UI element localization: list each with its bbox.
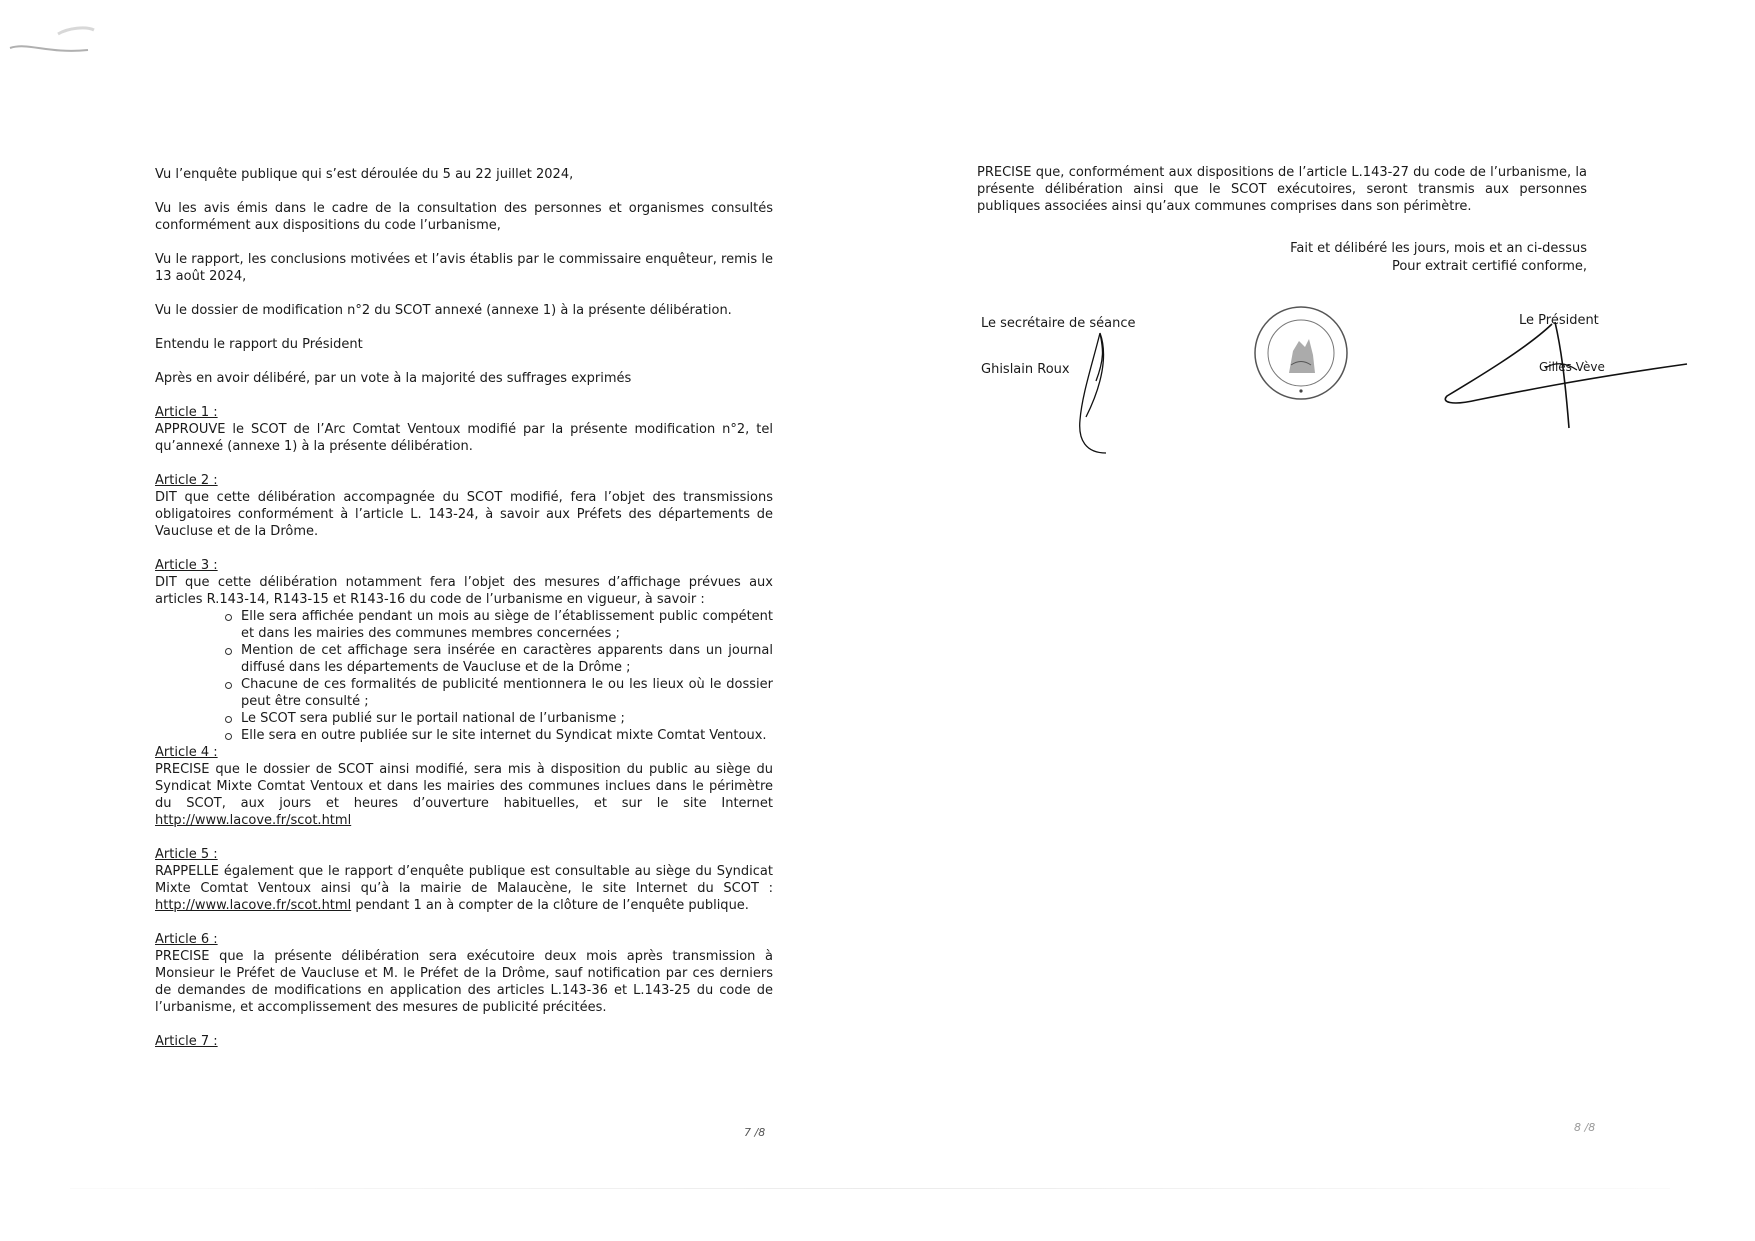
- secretary-signature: [1072, 325, 1132, 455]
- paragraph-avis: Vu les avis émis dans le cadre de la consultation des personnes et organismes consultés conformément aux dispositions du code l’urbanisme,: [155, 201, 773, 233]
- article-title: Article 1 :: [155, 405, 218, 420]
- president-signature: [1437, 318, 1697, 438]
- article-1: [155, 404, 773, 455]
- article-7: [155, 1033, 773, 1050]
- certified-line: Pour extrait certifié conforme,: [1391, 259, 1587, 274]
- article-text: [155, 761, 773, 829]
- article-5-text-after: pendant 1 an à compter de la clôture de l’enquête publique.: [355, 898, 749, 913]
- signed-line: Fait et délibéré les jours, mois et an ci-dessus: [1290, 241, 1587, 256]
- article-title: Article 7 :: [155, 1034, 218, 1049]
- article-3: [155, 557, 773, 744]
- scan-bottom-line: [70, 1188, 1670, 1189]
- paragraph-precise: PRECISE que, conformément aux dispositions de l’article L.143-27 du code de l’urbanisme, la présente délibération ainsi que le SCOT exécutoires, seront transmis aux personnes publiques associées ainsi qu’aux communes comprises dans son périmètre.: [977, 165, 1587, 214]
- article-5: [155, 846, 773, 914]
- scot-website-link[interactable]: http://www.lacove.fr/scot.html: [155, 813, 352, 828]
- article-6: [155, 931, 773, 1016]
- measures-list: [225, 608, 773, 744]
- president-label: Le Président: [1519, 313, 1599, 328]
- list-item: Chacune de ces formalités de publicité mentionnera le ou les lieux où le dossier peut être consulté ;: [225, 676, 773, 710]
- page-number: 7 /8: [744, 1126, 766, 1139]
- scot-website-link[interactable]: http://www.lacove.fr/scot.html: [155, 898, 352, 913]
- secretary-name: Ghislain Roux: [981, 362, 1070, 377]
- page-left: [0, 0, 877, 1241]
- article-title: Article 3 :: [155, 558, 218, 573]
- paragraph-dossier: Vu le dossier de modification n°2 du SCOT annexé (annexe 1) à la présente délibération.: [155, 303, 732, 318]
- paragraph-rapport: Vu le rapport, les conclusions motivées et l’avis établis par le commissaire enquêteur, remis le 13 août 2024,: [155, 252, 773, 284]
- paragraph-deliberation: Après en avoir délibéré, par un vote à la majorité des suffrages exprimés: [155, 371, 632, 386]
- article-4: [155, 744, 773, 829]
- list-item: Elle sera en outre publiée sur le site internet du Syndicat mixte Comtat Ventoux.: [225, 727, 773, 744]
- list-item: Le SCOT sera publié sur le portail national de l’urbanisme ;: [225, 710, 773, 727]
- secretary-label: Le secrétaire de séance: [981, 316, 1136, 331]
- seal-icon: [1251, 303, 1351, 403]
- article-title: Article 6 :: [155, 932, 218, 947]
- article-text: DIT que cette délibération accompagnée du SCOT modifié, fera l’objet des transmissions obligatoires conformément à l’article L. 143-24, à savoir aux Préfets des départements de Vaucluse et de la Drôme.: [155, 490, 773, 539]
- article-text: [155, 863, 773, 914]
- president-name: Gilles Vève: [1539, 360, 1605, 374]
- paragraph-enquete: Vu l’enquête publique qui s’est déroulée du 5 au 22 juillet 2024,: [155, 167, 574, 182]
- article-text: APPROUVE le SCOT de l’Arc Comtat Ventoux modifié par la présente modification n°2, tel qu’annexé (annexe 1) à la présente délibération.: [155, 422, 773, 454]
- signed-block: [1290, 240, 1587, 276]
- article-text: DIT que cette délibération notamment fera l’objet des mesures d’affichage prévues aux articles R.143-14, R143-15 et R143-16 du code de l’urbanisme en vigueur, à savoir :: [155, 575, 773, 607]
- scan-artifact-mark: [8, 20, 98, 60]
- right-page-content: [977, 164, 1587, 232]
- article-2: [155, 472, 773, 540]
- paragraph-entendu: Entendu le rapport du Président: [155, 337, 363, 352]
- article-title: Article 4 :: [155, 745, 218, 760]
- list-item: Mention de cet affichage sera insérée en caractères apparents dans un journal diffusé dans les départements de Vaucluse et de la Drôme ;: [225, 642, 773, 676]
- article-title: Article 2 :: [155, 473, 218, 488]
- list-item: Elle sera affichée pendant un mois au siège de l’établissement public compétent et dans les mairies des communes membres concernées ;: [225, 608, 773, 642]
- article-4-text: PRECISE que le dossier de SCOT ainsi modifié, sera mis à disposition du public au siège du Syndicat Mixte Comtat Ventoux et dans les mairies des communes inclues dans le périmètre du SCOT, aux jours et heures d’ouverture habituelles, et sur le site Internet: [155, 762, 773, 811]
- article-5-text-before: RAPPELLE également que le rapport d’enquête publique est consultable au siège du Syndicat Mixte Comtat Ventoux ainsi qu’à la mairie de Malaucène, le site Internet du SCOT :: [155, 864, 773, 896]
- article-title: Article 5 :: [155, 847, 218, 862]
- article-text: PRECISE que la présente délibération sera exécutoire deux mois après transmission à Monsieur le Préfet de Vaucluse et M. le Préfet de la Drôme, sauf notification par ces derniers de demandes de modifications en application des articles L.143-36 et L.143-25 du code de l’urbanisme, et accomplissement des mesures de publicité précitées.: [155, 949, 773, 1015]
- page-number: 8 /8: [1574, 1121, 1596, 1134]
- left-page-content: [155, 166, 773, 1067]
- page-right: [877, 0, 1755, 1241]
